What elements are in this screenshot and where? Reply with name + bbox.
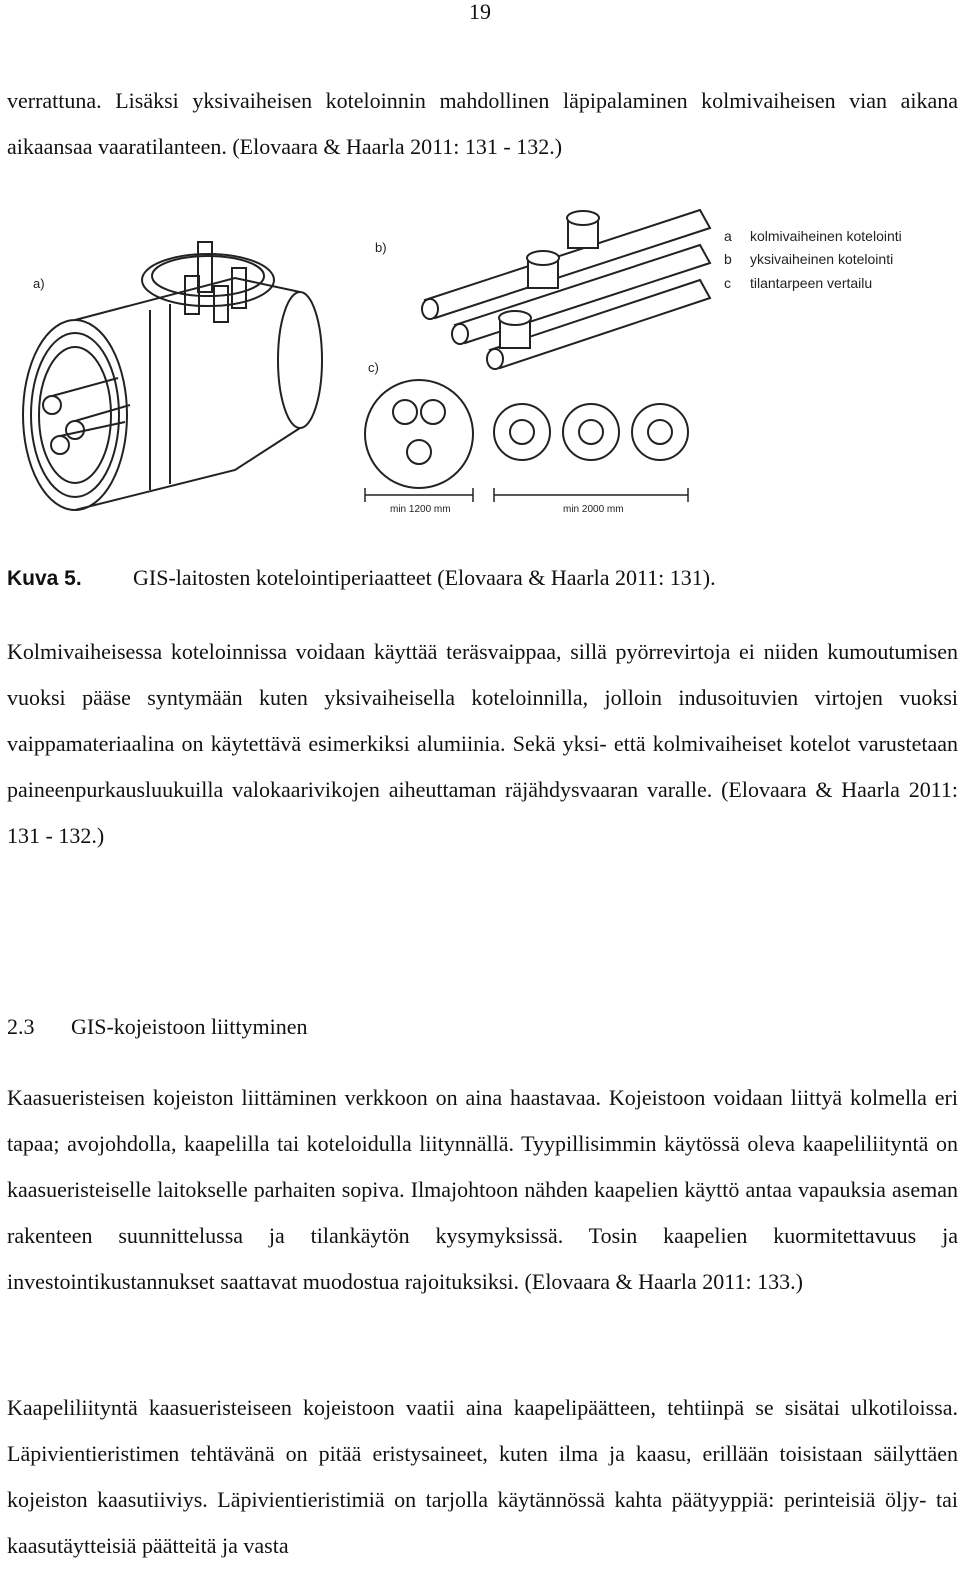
figure-caption — [7, 563, 716, 594]
section-title: GIS-kojeistoon liittyminen — [71, 1014, 308, 1039]
caption-label: Kuva 5. — [7, 567, 82, 590]
panel-c-label: c) — [368, 360, 379, 375]
panel-a-label: a) — [33, 276, 45, 291]
section-number: 2.3 — [7, 1014, 35, 1039]
legend-key-c: c — [724, 275, 731, 291]
space-comparison-drawing — [365, 380, 688, 502]
dimension-left-label: min 1200 mm — [390, 504, 451, 515]
panel-b-label: b) — [375, 240, 387, 255]
legend-text-a: kolmivaiheinen kotelointi — [750, 228, 902, 244]
legend-key-b: b — [724, 251, 732, 267]
legend-key-a: a — [724, 228, 732, 244]
legend-text-b: yksivaiheinen kotelointi — [750, 251, 894, 267]
paragraph-grid-connection: Kaasueristeisen kojeiston liittäminen verkkoon on aina haastavaa. Kojeistoon voidaan liittyä kolmella eri tapaa; avojohdolla, kaapelilla tai koteloidulla liitynnällä. Tyypillisimmin käytössä oleva kaapeliliityntä on kaasueristeiselle laitokselle parhaiten sopiva. Ilmajohtoon nähden kaapelien käyttö antaa vapauksia aseman rakenteen suunnittelussa ja tilankäytön kysymyksissä. Tosin kaapelien kuormitettavuus ja investointikustannukset saattavat muodostua rajoituksiksi. (Elovaara & Haarla 2011: 133.) — [7, 1085, 958, 1294]
paragraph-cable-termination: Kaapeliliityntä kaasueristeiseen kojeistoon vaatii aina kaapelipäätteen, tehtiinpä se sisätai ulkotiloissa. Läpivientieristimen tehtävänä on pitää eristysaineet, kuten ilma ja kaasu, erillään toisistaan säilyttäen kojeiston kaasutiiviys. Läpivientieristimiä on tarjolla käytännössä kahta päätyyppiä: perinteisiä öljy- tai kaasutäytteisiä päätteitä ja vasta — [7, 1395, 958, 1558]
figure-drawing — [0, 200, 960, 530]
dimension-right-label: min 2000 mm — [563, 504, 624, 515]
section-heading — [7, 1012, 308, 1042]
intro-paragraph: verrattuna. Lisäksi yksivaiheisen koteloinnin mahdollinen läpipalaminen kolmivaiheisen vian aikana aikaansaa vaaratilanteen. (Elovaara & Haarla 2011: 131 - 132.) — [7, 88, 958, 159]
page-number: 19 — [469, 0, 491, 24]
legend-text-c: tilantarpeen vertailu — [750, 275, 873, 291]
caption-text: GIS-laitosten kotelointiperiaatteet (Elovaara & Haarla 2011: 131). — [133, 565, 716, 590]
three-phase-enclosure-drawing — [23, 242, 322, 510]
figure-legend — [724, 228, 902, 291]
single-phase-enclosures-drawing — [422, 210, 710, 369]
paragraph-enclosure-materials: Kolmivaiheisessa koteloinnissa voidaan käyttää teräsvaippaa, sillä pyörrevirtoja ei niiden kumoutumisen vuoksi pääse syntymään kuten yksivaiheisella koteloinnilla, jolloin indusoituvien virtojen vuoksi vaippamateriaalina on käytettävä esimerkiksi alumiinia. Sekä yksi- että kolmivaiheiset kotelot varustetaan paineenpurkausluukuilla valokaarivikojen aiheuttaman räjähdysvaaran varalle. (Elovaara & Haarla 2011: 131 - 132.) — [7, 639, 958, 848]
gis-enclosure-figure — [0, 200, 960, 530]
